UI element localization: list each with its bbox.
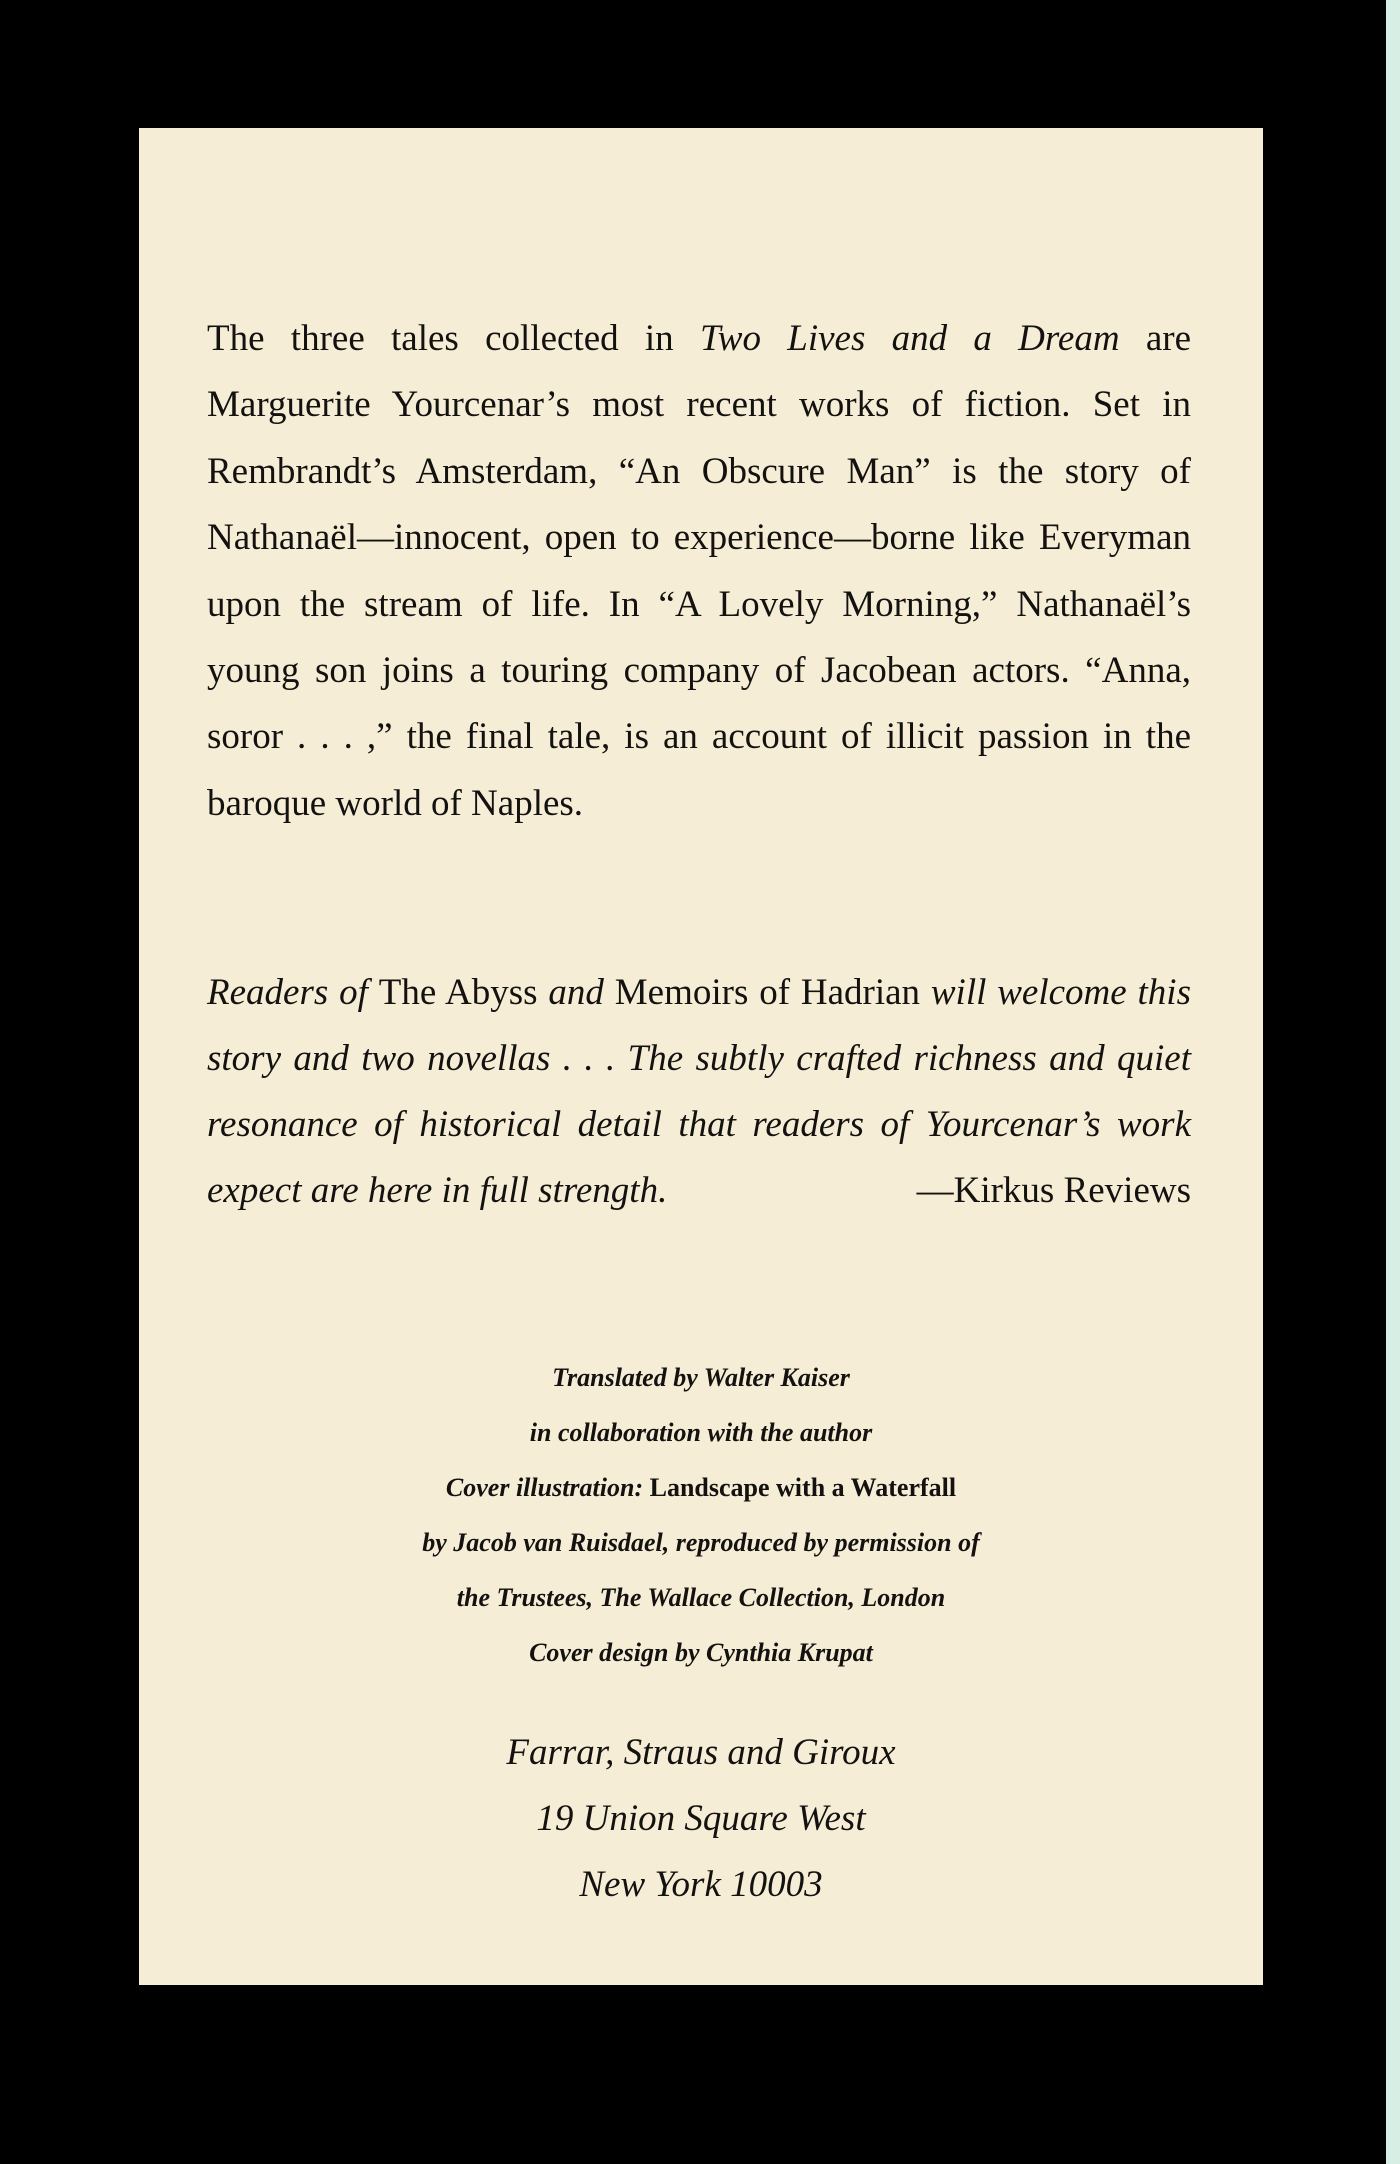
blurb-text-start: The three tales collected in — [207, 318, 700, 359]
description-paragraph — [207, 306, 1191, 837]
review-attribution: —Kirkus Reviews — [916, 1170, 1191, 1211]
publisher-city: New York 10003 — [579, 1864, 823, 1905]
review-text-1: Readers of — [207, 972, 379, 1013]
credits-block — [139, 1350, 1263, 1680]
book-back-cover — [139, 128, 1263, 1985]
collection-credit: the Trustees, The Wallace Collection, London — [456, 1583, 946, 1612]
blurb-text-rest: are Marguerite Yourcenar’s most recent works of fiction. Set in Rembrandt’s Amsterdam, “An Obscure Man” is the story of Nathanaël—innocent, open to experience—borne like Everyman upon the stream of life. In “A Lovely Morning,” Nathanaël’s young son joins a touring company of Jacobean actors. “Anna, soror . . . ,” the final tale, is an account of illicit passion in the baroque world of Naples. — [207, 318, 1191, 824]
publisher-block — [139, 1720, 1263, 1918]
cover-illustration-credit — [139, 1460, 1263, 1515]
review-text-2: and — [537, 972, 615, 1013]
publisher-street: 19 Union Square West — [536, 1798, 866, 1839]
painter-credit: by Jacob van Ruisdael, reproduced by permission of — [422, 1528, 980, 1557]
review-title-abyss: The Abyss — [378, 972, 538, 1013]
cover-design-credit: Cover design by Cynthia Krupat — [529, 1638, 873, 1667]
collaboration-credit: in collaboration with the author — [529, 1418, 873, 1447]
cover-illustration-title: Landscape with a Waterfall — [649, 1473, 957, 1502]
translator-credit: Translated by Walter Kaiser — [552, 1363, 850, 1392]
review-quote — [207, 960, 1191, 1224]
publisher-name: Farrar, Straus and Giroux — [506, 1732, 896, 1773]
cover-illustration-label: Cover illustration: — [445, 1473, 650, 1502]
review-title-hadrian: Memoirs of Hadrian — [614, 972, 921, 1013]
book-title: Two Lives and a Dream — [699, 318, 1120, 359]
right-edge-strip — [1386, 0, 1400, 2164]
review-text-3: will welcome this story and two novellas . . . The subtly crafted richness and quiet resonance of historical detail that readers of Yourcenar’s work expect are here in full strength. — [207, 972, 1191, 1211]
